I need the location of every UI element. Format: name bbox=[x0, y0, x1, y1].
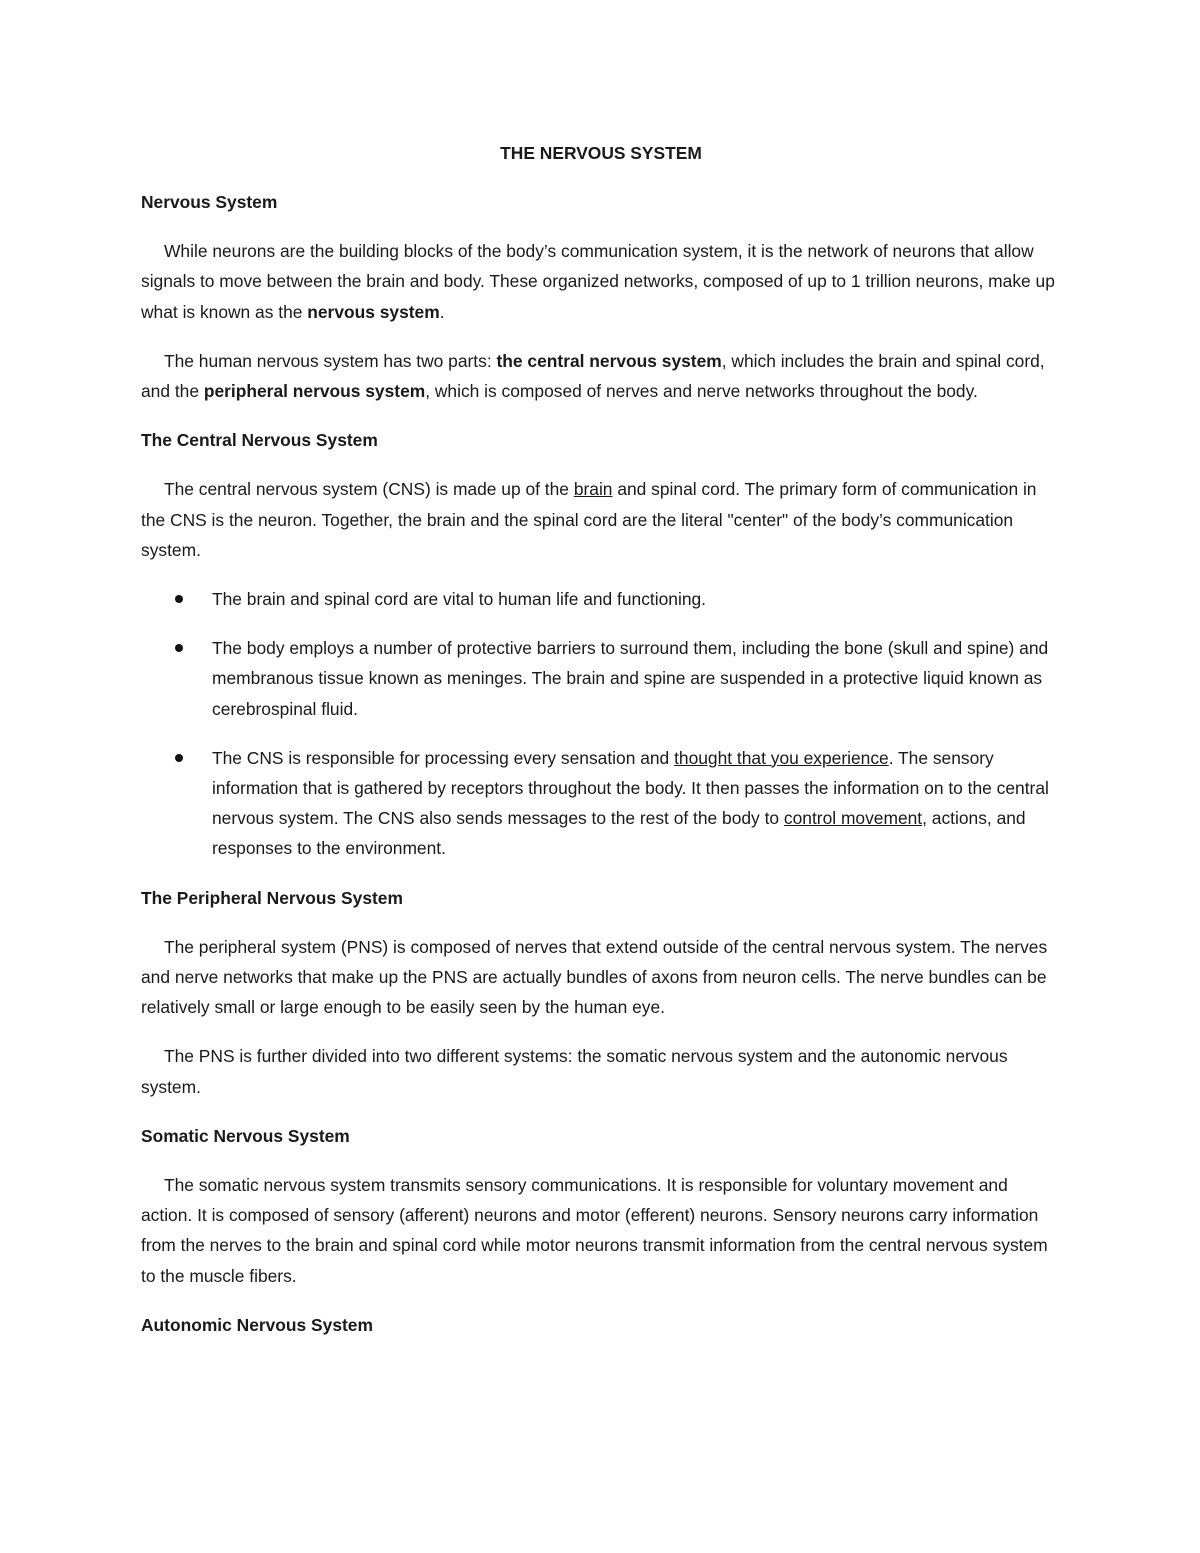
link-control-movement[interactable]: control movement bbox=[783, 808, 923, 829]
list-item: The CNS is responsible for processing every sensation and thought that you experience. The sensory information that is gathered by receptors throughout the body. It then passes the information on to the central nervous system. The CNS also sends messages to the rest of the body to control movement, actions, and responses to the environment. bbox=[141, 743, 1061, 864]
bullet-icon bbox=[175, 754, 183, 762]
cns-bullet-list bbox=[141, 584, 1061, 864]
paragraph-somatic: The somatic nervous system transmits sensory communications. It is responsible for voluntary movement and action. It is composed of sensory (afferent) neurons and motor (efferent) neurons. Sensory neurons carry information from the nerves to the brain and spinal cord while motor neurons transmit information from the central nervous system to the muscle fibers. bbox=[141, 1175, 1048, 1286]
bold-term-nervous-system: nervous system bbox=[307, 301, 440, 322]
bold-term-cns: the central nervous system bbox=[496, 350, 722, 371]
list-item: The brain and spinal cord are vital to human life and functioning. bbox=[141, 584, 1061, 614]
paragraph-pns-divisions: The PNS is further divided into two different systems: the somatic nervous system and the autonomic nervous system. bbox=[141, 1046, 1008, 1097]
bullet-icon bbox=[175, 595, 183, 603]
paragraph-nervous-system-intro: While neurons are the building blocks of the body’s communication system, it is the network of neurons that allow signals to move between the brain and body. These organized networks, composed of up to 1 trillion neurons, make up what is known as the nervous system. bbox=[141, 241, 1055, 322]
link-brain[interactable]: brain bbox=[573, 479, 613, 500]
bold-term-pns: peripheral nervous system bbox=[203, 381, 426, 402]
heading-somatic-nervous-system: Somatic Nervous System bbox=[141, 1125, 350, 1146]
heading-nervous-system: Nervous System bbox=[141, 192, 278, 212]
document-title: THE NERVOUS SYSTEM bbox=[500, 143, 702, 163]
heading-central-nervous-system: The Central Nervous System bbox=[141, 430, 378, 451]
heading-autonomic-nervous-system: Autonomic Nervous System bbox=[141, 1314, 373, 1335]
paragraph-pns-intro: The peripheral system (PNS) is composed of nerves that extend outside of the central nervous system. The nerves and nerve networks that make up the PNS are actually bundles of axons from neuron cells. The nerve bundles can be relatively small or large enough to be easily seen by the human eye. bbox=[141, 936, 1048, 1018]
heading-peripheral-nervous-system: The Peripheral Nervous System bbox=[141, 887, 403, 908]
list-item: The body employs a number of protective barriers to surround them, including the bone (skull and spine) and membranous tissue known as meninges. The brain and spine are suspended in a protective liquid known as cerebrospinal fluid. bbox=[141, 633, 1061, 724]
paragraph-cns-intro: The central nervous system (CNS) is made up of the brain and spinal cord. The primary form of communication in the CNS is the neuron. Together, the brain and the spinal cord are the literal "center" of the body’s communication system. bbox=[141, 479, 1037, 560]
bullet-icon bbox=[175, 644, 183, 652]
document-page bbox=[141, 138, 1061, 1359]
link-thought-that-you-experience[interactable]: thought that you experience bbox=[674, 747, 889, 768]
paragraph-two-parts: The human nervous system has two parts: the central nervous system, which includes the brain and spinal cord, and the peripheral nervous system, which is composed of nerves and nerve networks throughout the body. bbox=[141, 350, 1045, 402]
